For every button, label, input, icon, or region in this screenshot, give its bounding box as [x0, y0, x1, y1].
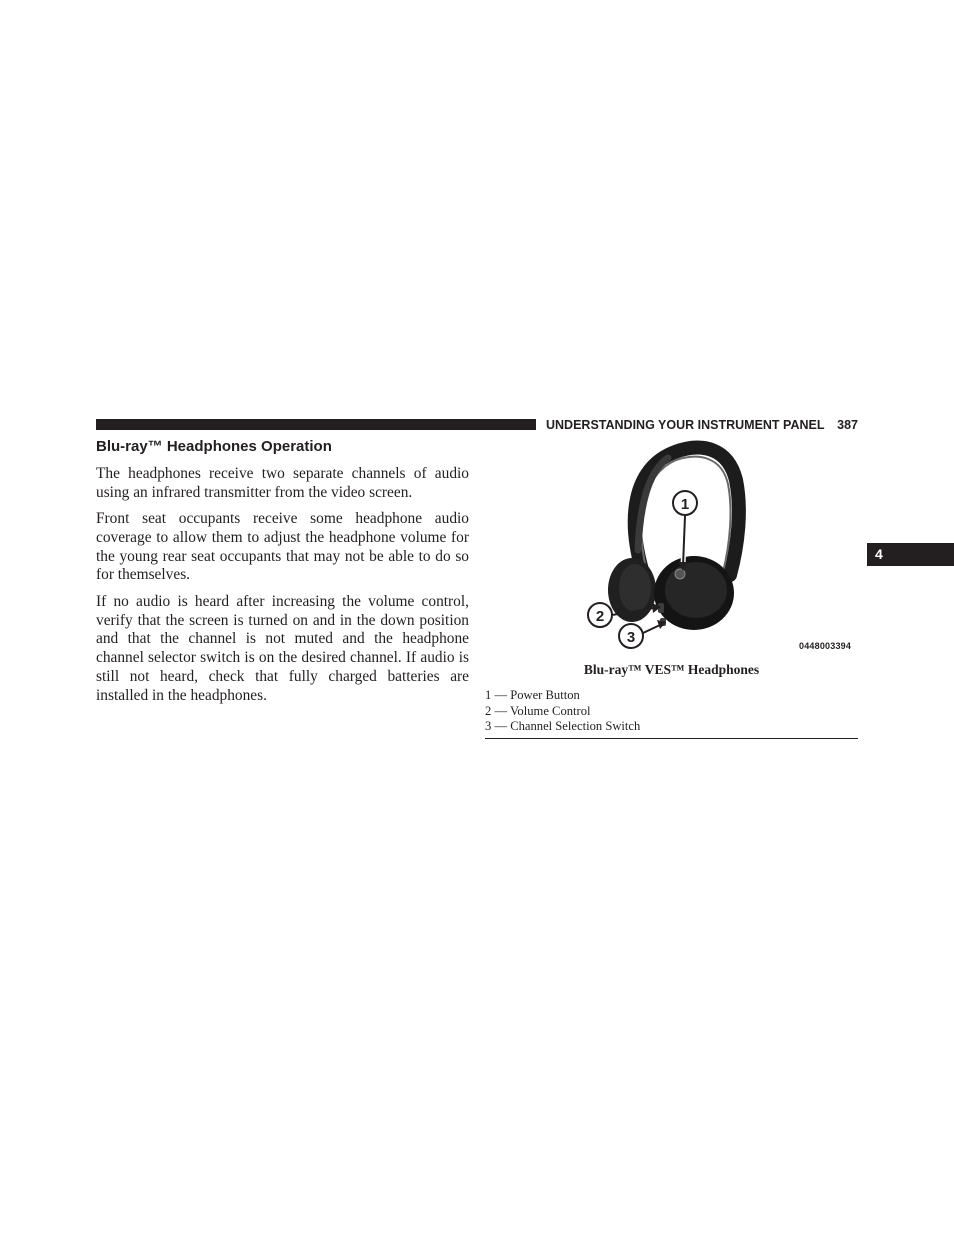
legend-divider [485, 738, 858, 739]
figure-legend [485, 688, 858, 735]
headphones-figure [580, 440, 860, 658]
callout-2: 2 [595, 608, 605, 625]
paragraph: If no audio is heard after increasing the volume control, verify that the screen is turned on and in the down position and that the channel is not muted and the headphone channel selector switch is on the desired channel. If audio is still not heard, check that fully charged batteries are installed in the headphones. [96, 592, 469, 704]
headphones-illustration [580, 440, 860, 658]
body-text [96, 465, 469, 713]
power-button-icon [675, 569, 685, 579]
paragraph: Front seat occupants receive some headphone audio coverage to allow them to adjust the headphone volume for the young rear seat occupants that may not be able to do so for themselves. [96, 510, 469, 584]
legend-item: 3 — Channel Selection Switch [485, 719, 641, 733]
figure-code: 0448003394 [799, 641, 852, 651]
callout-1: 1 [680, 496, 690, 513]
section-title: Blu-ray™ Headphones Operation [96, 438, 332, 455]
header-bar [96, 419, 536, 430]
paragraph: The headphones receive two separate channels of audio using an infrared transmitter from the video screen. [96, 465, 469, 501]
callout-3: 3 [626, 629, 636, 646]
figure-caption: Blu-ray™ VES™ Headphones [583, 662, 760, 677]
legend-item: 1 — Power Button [485, 688, 580, 702]
running-title: UNDERSTANDING YOUR INSTRUMENT PANEL [546, 418, 825, 432]
running-head [546, 417, 858, 433]
legend-item: 2 — Volume Control [485, 703, 591, 718]
chapter-tab: 4 [867, 543, 954, 566]
page-number: 387 [837, 418, 858, 432]
